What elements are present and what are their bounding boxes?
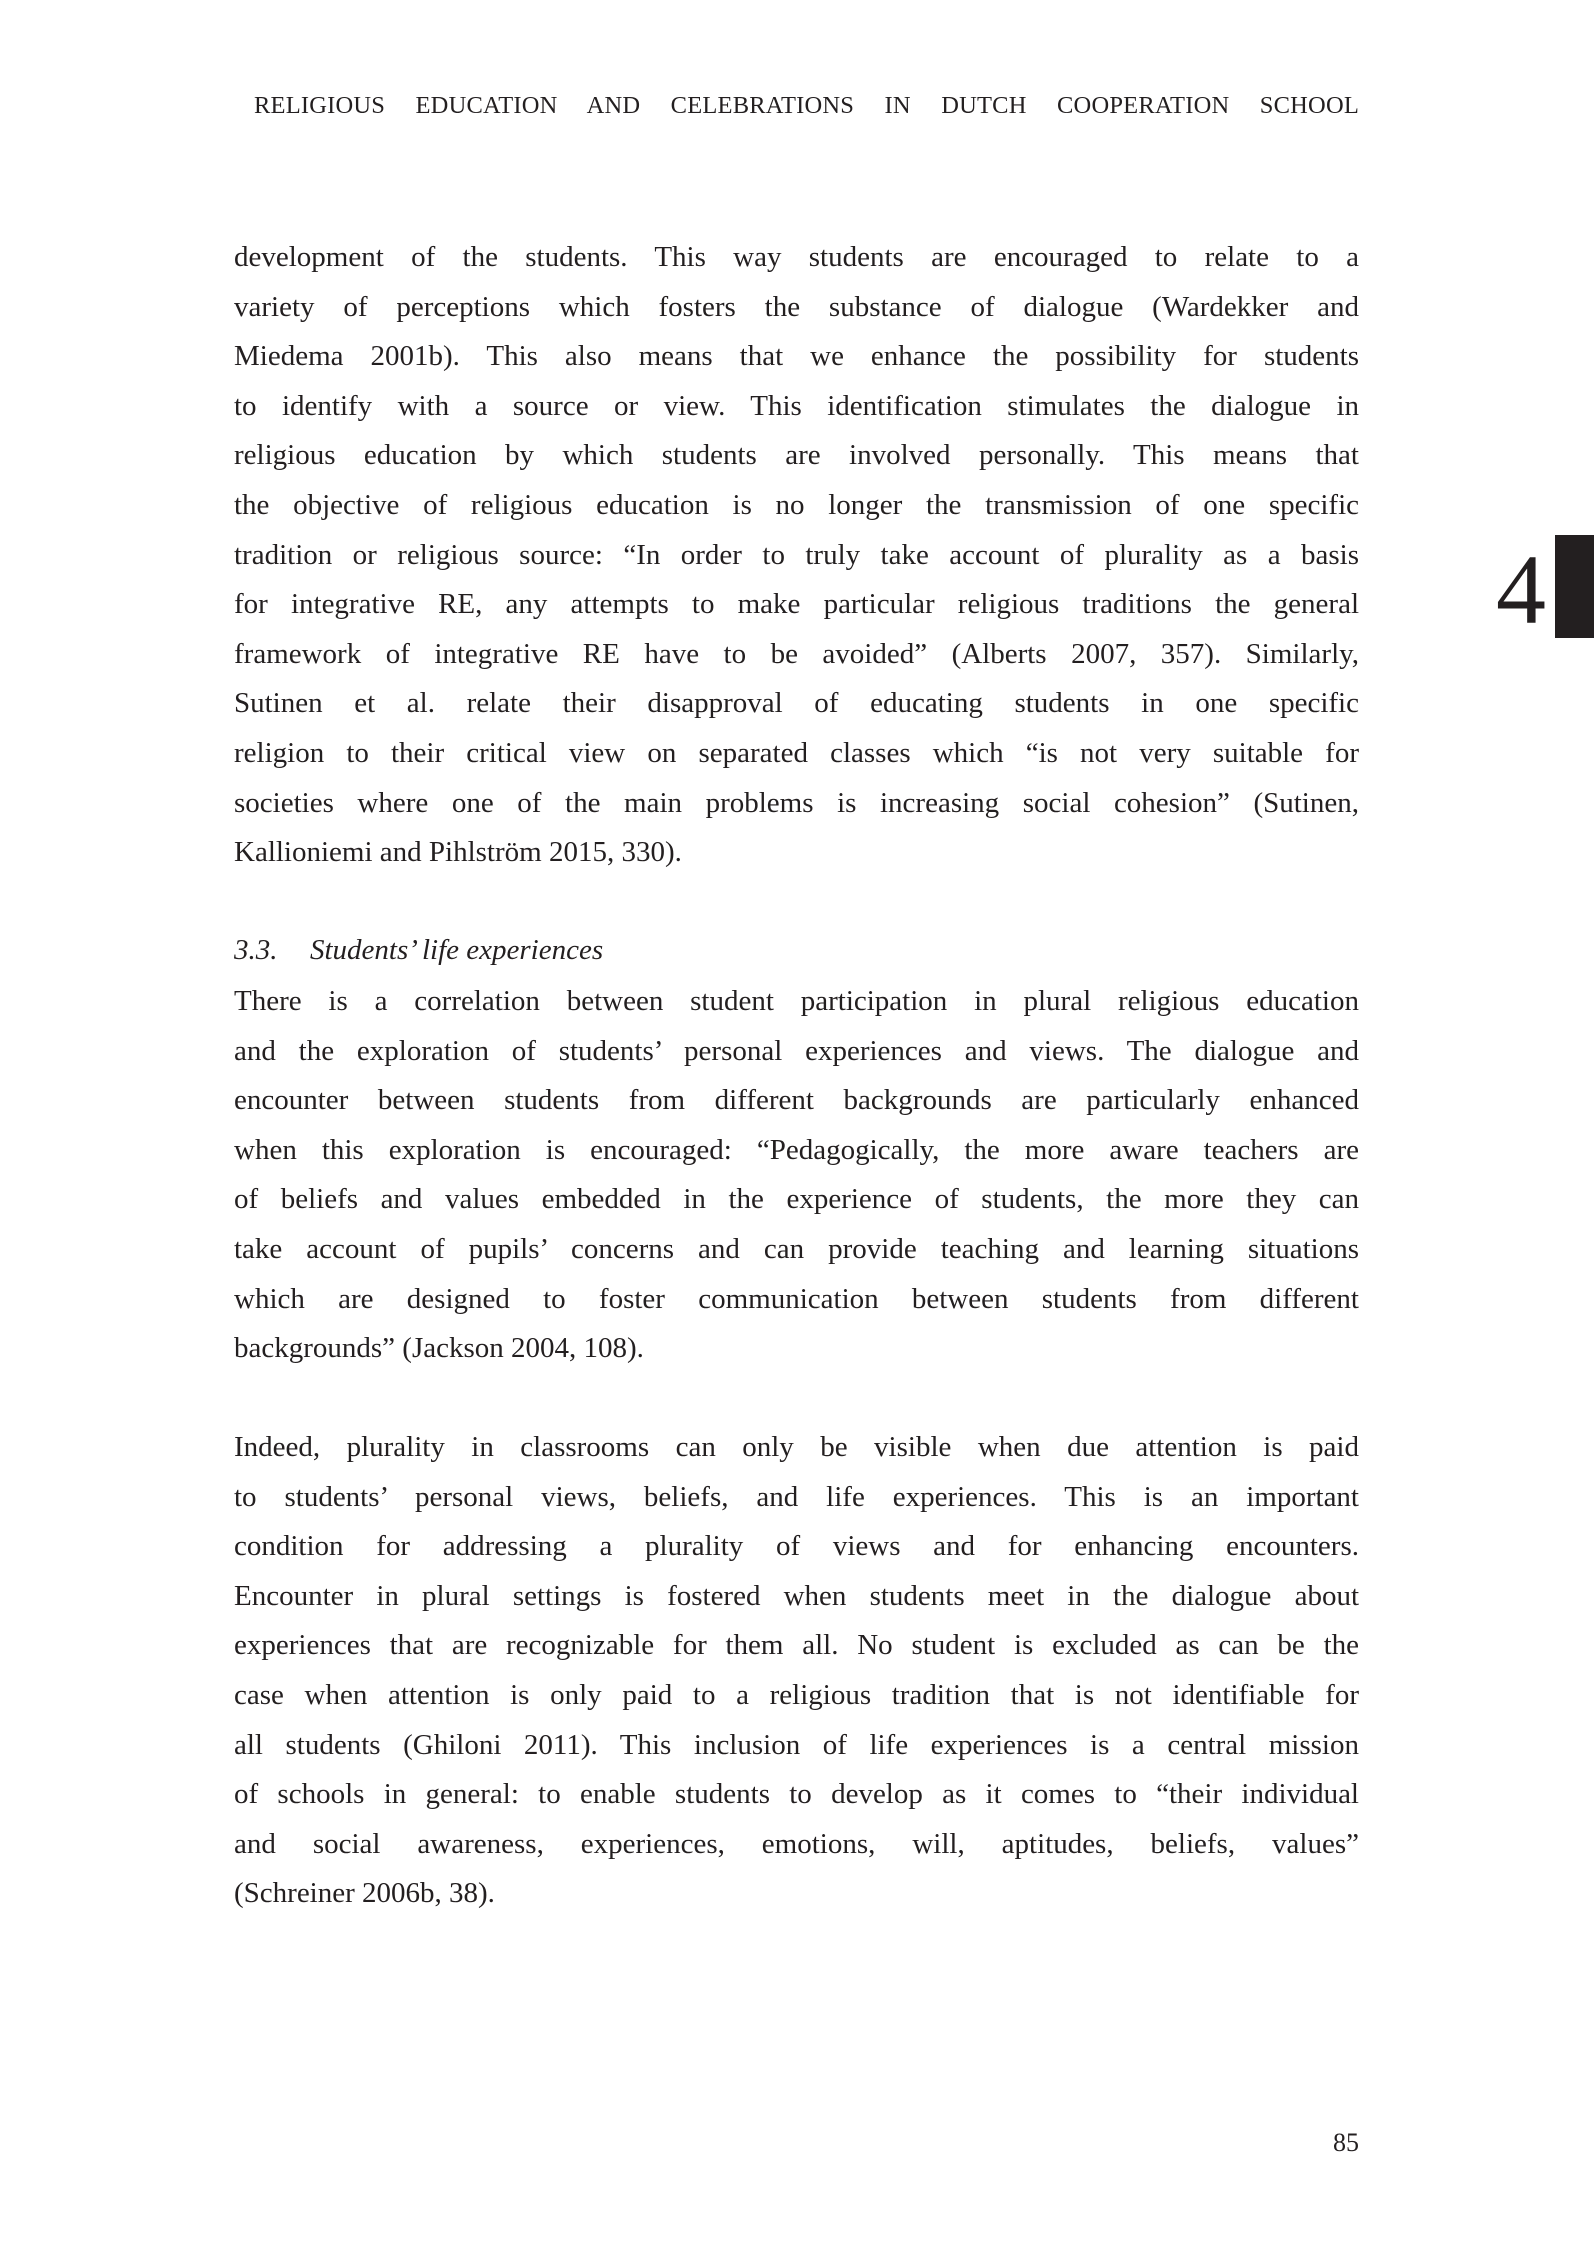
text-line: the objective of religious education is no longer the transmission of one specific [234, 488, 1359, 521]
text-line: framework of integrative RE have to be avoided” (Alberts 2007, 357). Similarly, [234, 637, 1359, 670]
text-line: development of the students. This way students are encouraged to relate to a [234, 241, 1359, 273]
text-line: when this exploration is encouraged: “Pedagogically, the more aware teachers are [234, 1133, 1359, 1166]
paragraph-1 [234, 233, 1359, 878]
text-line: experiences that are recognizable for them all. No student is excluded as can be the [234, 1629, 1359, 1662]
paragraph-2 [234, 977, 1359, 1374]
text-line: variety of perceptions which fosters the substance of dialogue (Wardekker and [234, 290, 1359, 323]
text-line: which are designed to foster communication between students from different [234, 1282, 1359, 1315]
page-number: 85 [1333, 2128, 1359, 2157]
text-line: tradition or religious source: “In order to truly take account of plurality as a basis [234, 538, 1359, 571]
text-line: to identify with a source or view. This identification stimulates the dialogue in [234, 389, 1359, 422]
text-line: societies where one of the main problems is increasing social cohesion” (Sutinen, [234, 786, 1359, 819]
text-line: all students (Ghiloni 2011). This inclusion of life experiences is a central mission [234, 1728, 1359, 1761]
text-line: and social awareness, experiences, emotions, will, aptitudes, beliefs, values” [234, 1827, 1359, 1860]
text-line: case when attention is only paid to a religious tradition that is not identifiable for [234, 1678, 1359, 1711]
text-line: religion to their critical view on separated classes which “is not very suitable for [234, 736, 1359, 769]
text-line: Indeed, plurality in classrooms can only be visible when due attention is paid [234, 1431, 1359, 1463]
text-line: Miedema 2001b). This also means that we enhance the possibility for students [234, 340, 1359, 373]
text-line: (Schreiner 2006b, 38). [234, 1877, 495, 1910]
text-line: of schools in general: to enable students to develop as it comes to “their individual [234, 1778, 1359, 1811]
running-head: RELIGIOUS EDUCATION AND CELEBRATIONS IN DUTCH COOPERATION SCHOOL [254, 92, 1359, 119]
text-line: take account of pupils’ concerns and can provide teaching and learning situations [234, 1232, 1359, 1265]
text-line: and the exploration of students’ personal experiences and views. The dialogue and [234, 1034, 1359, 1067]
text-line: Encounter in plural settings is fostered when students meet in the dialogue about [234, 1579, 1359, 1612]
chapter-number: 4 [1496, 534, 1546, 645]
text-line: for integrative RE, any attempts to make particular religious traditions the general [234, 588, 1359, 621]
text-line: backgrounds” (Jackson 2004, 108). [234, 1332, 644, 1365]
text-line: Kallioniemi and Pihlström 2015, 330). [234, 836, 682, 869]
text-line: of beliefs and values embedded in the experience of students, the more they can [234, 1183, 1359, 1216]
chapter-tab-bar [1555, 535, 1594, 638]
paragraph-3 [234, 1423, 1359, 1919]
text-line: Sutinen et al. relate their disapproval of educating students in one specific [234, 687, 1359, 720]
text-line: condition for addressing a plurality of views and for enhancing encounters. [234, 1530, 1359, 1563]
section-number: 3.3. [234, 934, 278, 966]
text-line: There is a correlation between student participation in plural religious education [234, 985, 1359, 1017]
section-title: Students’ life experiences [310, 934, 604, 966]
text-line: religious education by which students are involved personally. This means that [234, 439, 1359, 472]
text-line: to students’ personal views, beliefs, and life experiences. This is an important [234, 1480, 1359, 1513]
text-line: encounter between students from different backgrounds are particularly enhanced [234, 1084, 1359, 1117]
section-heading [234, 926, 603, 976]
